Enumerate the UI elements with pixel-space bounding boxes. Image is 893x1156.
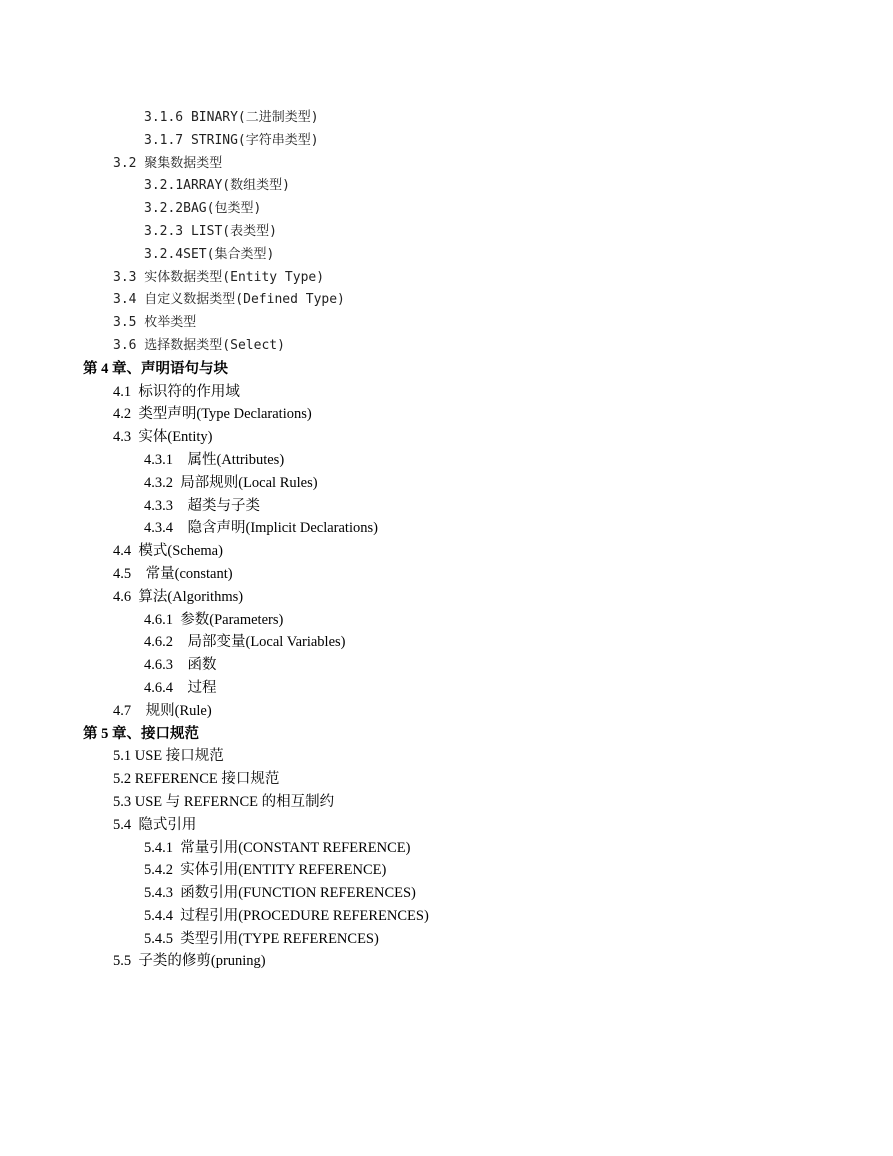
toc-subsection-entry: 5.4.5 类型引用(TYPE REFERENCES) — [144, 930, 379, 947]
toc-subsection-entry: 3.2.2BAG(包类型) — [144, 201, 262, 217]
toc-section-entry: 3.4 自定义数据类型(Defined Type) — [113, 292, 345, 308]
toc-subsection-entry: 3.2.4SET(集合类型) — [144, 246, 275, 262]
toc-section-entry: 4.1 标识符的作用域 — [113, 383, 240, 400]
toc-subsection-entry: 3.1.6 BINARY(二进制类型) — [144, 110, 319, 125]
toc-section-entry: 4.5 常量(constant) — [113, 565, 233, 582]
toc-section-entry: 5.5 子类的修剪(pruning) — [113, 953, 266, 970]
toc-section-entry: 5.1 USE 接口规范 — [113, 748, 224, 765]
toc-chapter-heading: 第 4 章、声明语句与块 — [83, 360, 228, 377]
toc-chapter-heading: 第 5 章、接口规范 — [83, 725, 199, 742]
toc-subsection-entry: 5.4.3 函数引用(FUNCTION REFERENCES) — [144, 885, 416, 902]
toc-subsection-entry: 4.3.2 局部规则(Local Rules) — [144, 474, 318, 491]
toc-section-entry: 5.4 隐式引用 — [113, 816, 197, 833]
toc-section-entry: 4.3 实体(Entity) — [113, 429, 213, 446]
toc-section-entry: 3.5 枚举类型 — [113, 315, 197, 331]
toc-subsection-entry: 4.6.1 参数(Parameters) — [144, 611, 284, 628]
toc-subsection-entry: 3.2.1ARRAY(数组类型) — [144, 178, 290, 194]
toc-section-entry: 3.6 选择数据类型(Select) — [113, 337, 285, 353]
toc-section-entry: 3.3 实体数据类型(Entity Type) — [113, 269, 325, 285]
toc-section-entry: 4.2 类型声明(Type Declarations) — [113, 406, 312, 423]
toc-section-entry: 4.7 规则(Rule) — [113, 702, 212, 719]
toc-subsection-entry: 3.1.7 STRING(字符串类型) — [144, 132, 319, 148]
toc-subsection-entry: 4.3.3 超类与子类 — [144, 497, 260, 514]
toc-subsection-entry: 4.6.2 局部变量(Local Variables) — [144, 634, 346, 651]
toc-section-entry: 3.2 聚集数据类型 — [113, 155, 223, 171]
toc-subsection-entry: 4.6.3 函数 — [144, 657, 217, 674]
toc-section-entry: 5.3 USE 与 REFERNCE 的相互制约 — [113, 793, 335, 810]
toc-subsection-entry: 4.3.4 隐含声明(Implicit Declarations) — [144, 520, 378, 537]
toc-subsection-entry: 5.4.4 过程引用(PROCEDURE REFERENCES) — [144, 907, 429, 924]
toc-section-entry: 5.2 REFERENCE 接口规范 — [113, 771, 280, 788]
toc-subsection-entry: 5.4.2 实体引用(ENTITY REFERENCE) — [144, 862, 387, 879]
table-of-contents — [0, 107, 893, 973]
toc-subsection-entry: 4.6.4 过程 — [144, 679, 217, 696]
toc-subsection-entry: 5.4.1 常量引用(CONSTANT REFERENCE) — [144, 839, 411, 856]
toc-section-entry: 4.4 模式(Schema) — [113, 543, 223, 560]
toc-subsection-entry: 3.2.3 LIST(表类型) — [144, 223, 277, 239]
toc-section-entry: 4.6 算法(Algorithms) — [113, 588, 244, 605]
toc-subsection-entry: 4.3.1 属性(Attributes) — [144, 451, 285, 468]
